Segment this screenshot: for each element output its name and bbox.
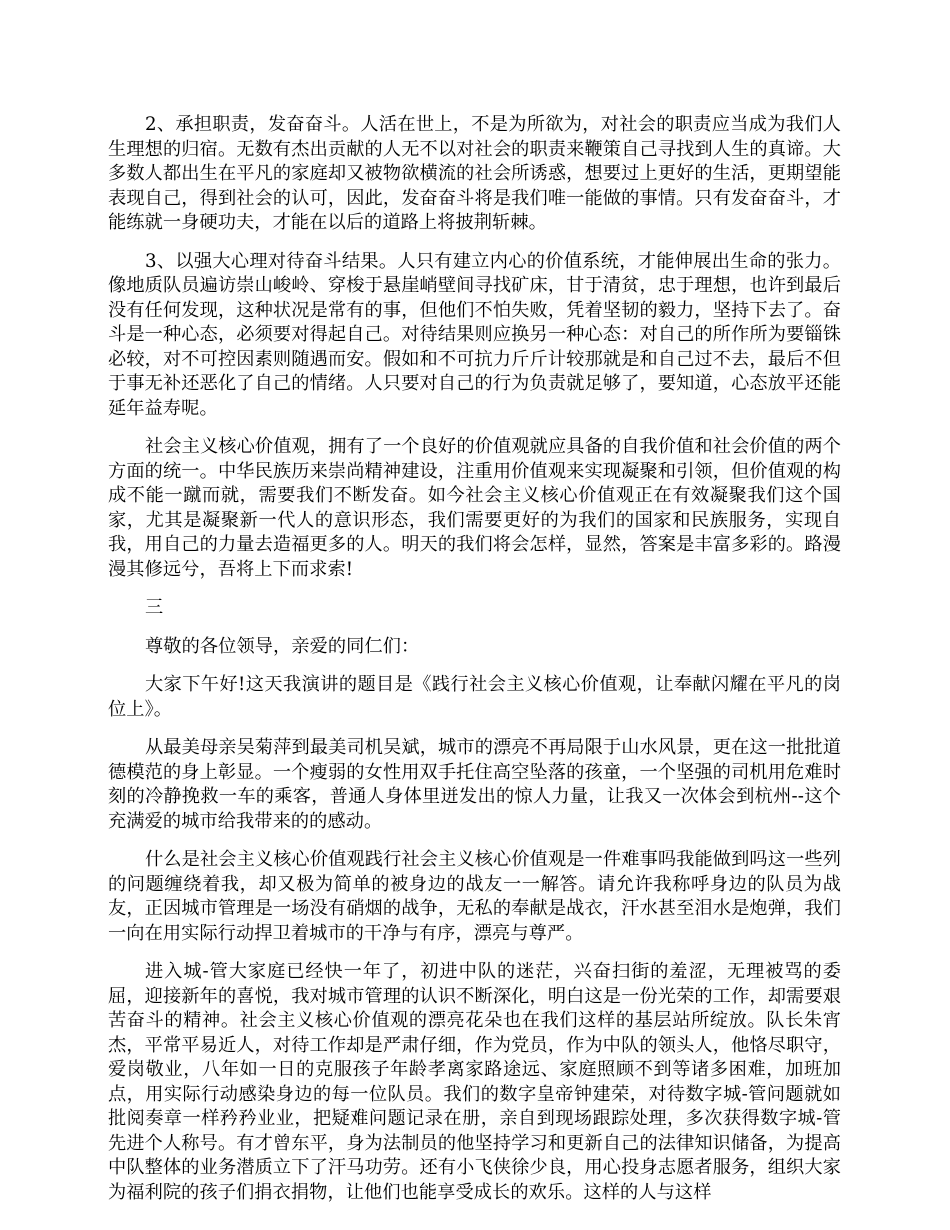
paragraph-role-models: 从最美母亲吴菊萍到最美司机吴斌，城市的漂亮不再局限于山水风景，更在这一批批道德模范的身上彰显。一个瘦弱的女性用双手托住高空坠落的孩童，一个坚强的司机用危难时刻的冷静挽救一车的乘客，普通人身体里迸发出的惊人力量，让我又一次体会到杭州--这个充满爱的城市给我带来的的感动。 bbox=[108, 737, 841, 832]
paragraph-team: 进入城-管大家庭已经快一年了，初进中队的迷茫，兴奋扫街的羞涩，无理被骂的委屈，迎接新年的喜悦，我对城市管理的认识不断深化，明白这是一份光荣的工作，却需要艰苦奋斗的精神。社会主义核心价值观的漂亮花朵也在我们这样的基层站所绽放。队长朱宵杰，平常平易近人，对待工作却是严肃仔细，作为党员，作为中队的领头人，他恪尽职守，爱岗敬业，八年如一日的克服孩子年龄孝离家路途远、家庭照顾不到等诸多困难，加班加点，用实际行动感染身边的每一位队员。我们的数字皇帝钟建荣，对待数字城-管问题就如批阅奏章一样矜矜业业，把疑难问题记录在册，亲自到现场跟踪处理，多次获得数字城-管先进个人称号。有才曾东平，身为法制员的他坚持学习和更新自己的法律知识储备，为提高中队整体的业务潜质立下了汗马功劳。还有小飞侠徐少良，用心投身志愿者服务，组织大家为福利院的孩子们捐衣捐物，让他们也能享受成长的欢乐。这样的人与这样 bbox=[108, 961, 841, 1203]
document-body bbox=[108, 113, 841, 1219]
paragraph-responsibility: 2、承担职责，发奋奋斗。人活在世上，不是为所欲为，对社会的职责应当成为我们人生理想的归宿。无数有杰出贡献的人无不以对社会的职责来鞭策自己寻找到人生的真谛。大多数人都出生在平凡的家庭却又被物欲横流的社会所诱惑，想要过上更好的生活，更期望能表现自己，得到社会的认可，因此，发奋奋斗将是我们唯一能做的事情。只有发奋奋斗，才能练就一身硬功夫，才能在以后的道路上将披荆斩棘。 bbox=[108, 114, 841, 233]
salutation: 尊敬的各位领导，亲爱的同仁们： bbox=[145, 635, 420, 657]
paragraph-mindset: 3、以强大心理对待奋斗结果。人只有建立内心的价值系统，才能伸展出生命的张力。像地质队员遍访崇山峻岭、穿梭于悬崖峭壁间寻找矿床，甘于清贫，忠于理想，也许到最后没有任何发现，这种状况是常有的事，但他们不怕失败，凭着坚韧的毅力，坚持下去了。奋斗是一种心态，必须要对得起自己。对待结果则应换另一种心态：对自己的所作所为要锱铢必较，对不可控因素则随遇而安。假如和不可抗力斤斤计较那就是和自己过不去，最后不但于事无补还恶化了自己的情绪。人只要对自己的行为负责就足够了，要知道，心态放平还能延年益寿呢。 bbox=[108, 250, 841, 419]
section-heading: 三 bbox=[145, 597, 164, 618]
paragraph-core-values: 社会主义核心价值观，拥有了一个良好的价值观就应具备的自我价值和社会价值的两个方面的统一。中华民族历来崇尚精神建设，注重用价值观来实现凝聚和引领，但价值观的构成不能一蹴而就，需要我们不断发奋。如今社会主义核心价值观正在有效凝聚我们这个国家，尤其是凝聚新一代人的意识形态，我们需要更好的为我们的国家和民族服务，实现自我，用自己的力量去造福更多的人。明天的我们将会怎样，显然，答案是丰富多彩的。路漫漫其修远兮，吾将上下而求索! bbox=[108, 436, 841, 580]
paragraph-speech-title: 大家下午好!这天我演讲的题目是《践行社会主义核心价值观，让奉献闪耀在平凡的岗位上》。 bbox=[108, 674, 841, 720]
paragraph-question: 什么是社会主义核心价值观践行社会主义核心价值观是一件难事吗我能做到吗这一些列的问题缠绕着我，却又极为简单的被身边的战友一一解答。请允许我称呼身边的队员为战友，正因城市管理是一场没有硝烟的战争，无私的奉献是战衣，汗水甚至泪水是炮弹，我们一向在用实际行动捍卫着城市的干净与有序，漂亮与尊严。 bbox=[108, 849, 841, 944]
